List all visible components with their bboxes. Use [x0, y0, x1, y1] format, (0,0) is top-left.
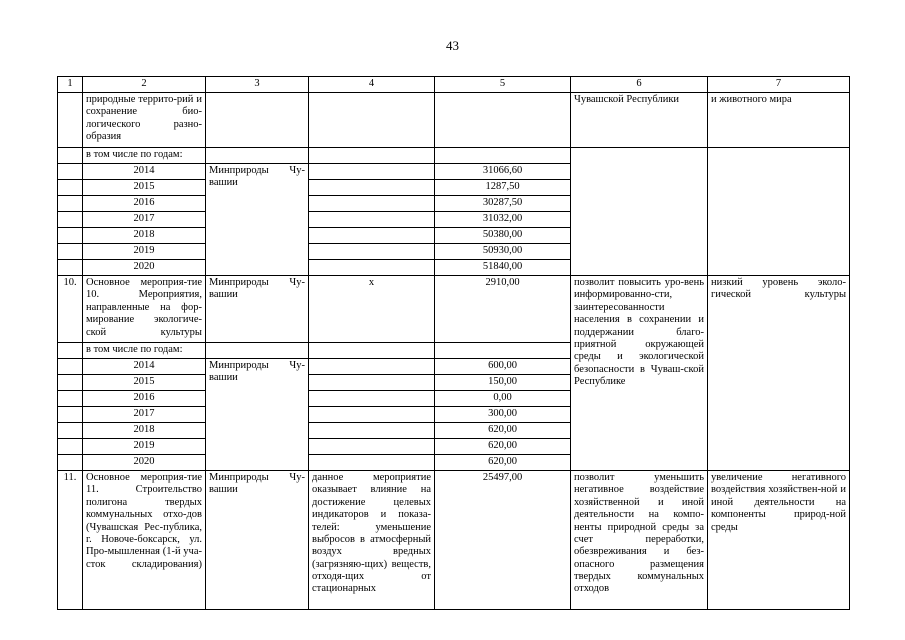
cell-risk: увеличение негативного воздействия хозяйствен-ной и иной деятельности на компоненты природ-ной среды	[708, 471, 850, 610]
table-row	[58, 228, 850, 244]
cell-indicator	[309, 164, 435, 180]
cell-result	[571, 260, 708, 276]
table-row	[58, 260, 850, 276]
cell-number: 10.	[58, 276, 83, 343]
cell-amount: 1287,50	[435, 180, 571, 196]
cell-measure: Основное мероприя-тие 10. Мероприятия, направленные на фор-мирование экологиче-ской культуры	[83, 276, 206, 343]
cell-amount: 30287,50	[435, 196, 571, 212]
table-header-row	[58, 77, 850, 93]
cell-executor: Минприроды Чу-вашии	[206, 471, 309, 610]
cell-indicator	[309, 407, 435, 423]
cell-amount: 300,00	[435, 407, 571, 423]
cell-amount: 600,00	[435, 359, 571, 375]
cell-result: позволит повысить уро-вень информированно-сти, заинтересованности населения в сохранении и поддержании благо-приятной окружающей среды и экологической безопасности в Чуваш-ской Республике	[571, 276, 708, 471]
cell-result	[571, 164, 708, 180]
cell-indicator	[309, 180, 435, 196]
column-header-4: 4	[309, 77, 435, 93]
cell-amount: 620,00	[435, 423, 571, 439]
cell-amount: 620,00	[435, 455, 571, 471]
cell-executor: Минприроды Чу-вашии	[206, 276, 309, 343]
cell-indicator: данное мероприятие оказывает влияние на достижение целевых индикаторов и показа-телей: уменьшение выбросов в атмосферный воздух вредных (загрязняю-щих) веществ, отходя-щих от стационарных	[309, 471, 435, 610]
cell-measure: природные террито-рий и сохранение био-логического разно-образия	[83, 93, 206, 148]
table-row	[58, 276, 850, 343]
cell-year: 2015	[83, 375, 206, 391]
cell-indicator	[309, 228, 435, 244]
cell-risk: и животного мира	[708, 93, 850, 148]
cell-amount	[435, 93, 571, 148]
cell-year: 2014	[83, 359, 206, 375]
cell-year: 2016	[83, 196, 206, 212]
cell-measure: в том числе по годам:	[83, 148, 206, 164]
page-number: 43	[446, 38, 459, 53]
cell-amount	[435, 148, 571, 164]
cell-indicator	[309, 359, 435, 375]
cell-indicator	[309, 423, 435, 439]
cell-year: 2020	[83, 260, 206, 276]
cell-number	[58, 228, 83, 244]
cell-amount: 31066,60	[435, 164, 571, 180]
cell-number	[58, 391, 83, 407]
cell-number	[58, 439, 83, 455]
table-row	[58, 93, 850, 148]
cell-year: 2020	[83, 455, 206, 471]
cell-number	[58, 455, 83, 471]
column-header-3: 3	[206, 77, 309, 93]
cell-risk	[708, 212, 850, 228]
cell-executor	[206, 148, 309, 164]
cell-year: 2017	[83, 212, 206, 228]
data-table	[57, 76, 850, 610]
cell-risk	[708, 180, 850, 196]
cell-year: 2016	[83, 391, 206, 407]
cell-year: 2019	[83, 439, 206, 455]
cell-number	[58, 423, 83, 439]
cell-risk	[708, 196, 850, 212]
cell-risk	[708, 244, 850, 260]
cell-number	[58, 359, 83, 375]
cell-result	[571, 180, 708, 196]
cell-result: Чувашской Республики	[571, 93, 708, 148]
cell-risk	[708, 148, 850, 164]
cell-indicator	[309, 439, 435, 455]
cell-year: 2018	[83, 228, 206, 244]
cell-number	[58, 375, 83, 391]
cell-number	[58, 148, 83, 164]
cell-number	[58, 164, 83, 180]
cell-number	[58, 180, 83, 196]
cell-executor: Минприроды Чу-вашии	[206, 359, 309, 471]
cell-amount: 620,00	[435, 439, 571, 455]
table-row	[58, 471, 850, 610]
cell-result	[571, 228, 708, 244]
cell-indicator	[309, 212, 435, 228]
cell-amount: 0,00	[435, 391, 571, 407]
cell-risk	[708, 228, 850, 244]
cell-indicator	[309, 148, 435, 164]
cell-executor	[206, 343, 309, 359]
cell-amount: 50380,00	[435, 228, 571, 244]
cell-year: 2015	[83, 180, 206, 196]
table-row	[58, 196, 850, 212]
cell-risk: низкий уровень эколо-гичеcкой культуры	[708, 276, 850, 471]
column-header-5: 5	[435, 77, 571, 93]
table-row	[58, 212, 850, 228]
cell-year: 2014	[83, 164, 206, 180]
cell-indicator	[309, 375, 435, 391]
table-row	[58, 244, 850, 260]
column-header-7: 7	[708, 77, 850, 93]
cell-indicator	[309, 93, 435, 148]
table-row	[58, 180, 850, 196]
table-row	[58, 164, 850, 180]
cell-measure: Основное мероприя-тие 11. Строительство полигона твердых коммунальных отхо-дов (Чувашская Рес-публика, г. Новоче-боксарск, ул. Про-мышленная (1-й уча-сток складирования)	[83, 471, 206, 610]
cell-indicator	[309, 260, 435, 276]
cell-amount: 25497,00	[435, 471, 571, 610]
table-row	[58, 148, 850, 164]
cell-indicator	[309, 343, 435, 359]
column-header-2: 2	[83, 77, 206, 93]
column-header-6: 6	[571, 77, 708, 93]
cell-amount	[435, 343, 571, 359]
cell-executor	[206, 93, 309, 148]
cell-number	[58, 244, 83, 260]
cell-amount: 51840,00	[435, 260, 571, 276]
cell-indicator: х	[309, 276, 435, 343]
cell-number	[58, 196, 83, 212]
cell-risk	[708, 260, 850, 276]
cell-number	[58, 212, 83, 228]
cell-amount: 31032,00	[435, 212, 571, 228]
cell-number	[58, 93, 83, 148]
cell-indicator	[309, 244, 435, 260]
cell-executor: Минприроды Чу-вашии	[206, 164, 309, 276]
cell-result	[571, 212, 708, 228]
cell-number	[58, 260, 83, 276]
cell-number: 11.	[58, 471, 83, 610]
cell-year: 2018	[83, 423, 206, 439]
cell-number	[58, 343, 83, 359]
cell-result	[571, 148, 708, 164]
cell-year: 2017	[83, 407, 206, 423]
cell-result	[571, 244, 708, 260]
cell-year: 2019	[83, 244, 206, 260]
cell-result: позволит уменьшить негативное воздействие хозяйственной и иной деятельности на компо-ненты природной среды за счет переработки, обезвреживания и без-опасного размещения твердых коммунальных отходов	[571, 471, 708, 610]
cell-risk	[708, 164, 850, 180]
cell-indicator	[309, 455, 435, 471]
cell-amount: 2910,00	[435, 276, 571, 343]
cell-indicator	[309, 391, 435, 407]
cell-result	[571, 196, 708, 212]
cell-measure: в том числе по годам:	[83, 343, 206, 359]
cell-indicator	[309, 196, 435, 212]
cell-amount: 50930,00	[435, 244, 571, 260]
cell-number	[58, 407, 83, 423]
cell-amount: 150,00	[435, 375, 571, 391]
column-header-1: 1	[58, 77, 83, 93]
